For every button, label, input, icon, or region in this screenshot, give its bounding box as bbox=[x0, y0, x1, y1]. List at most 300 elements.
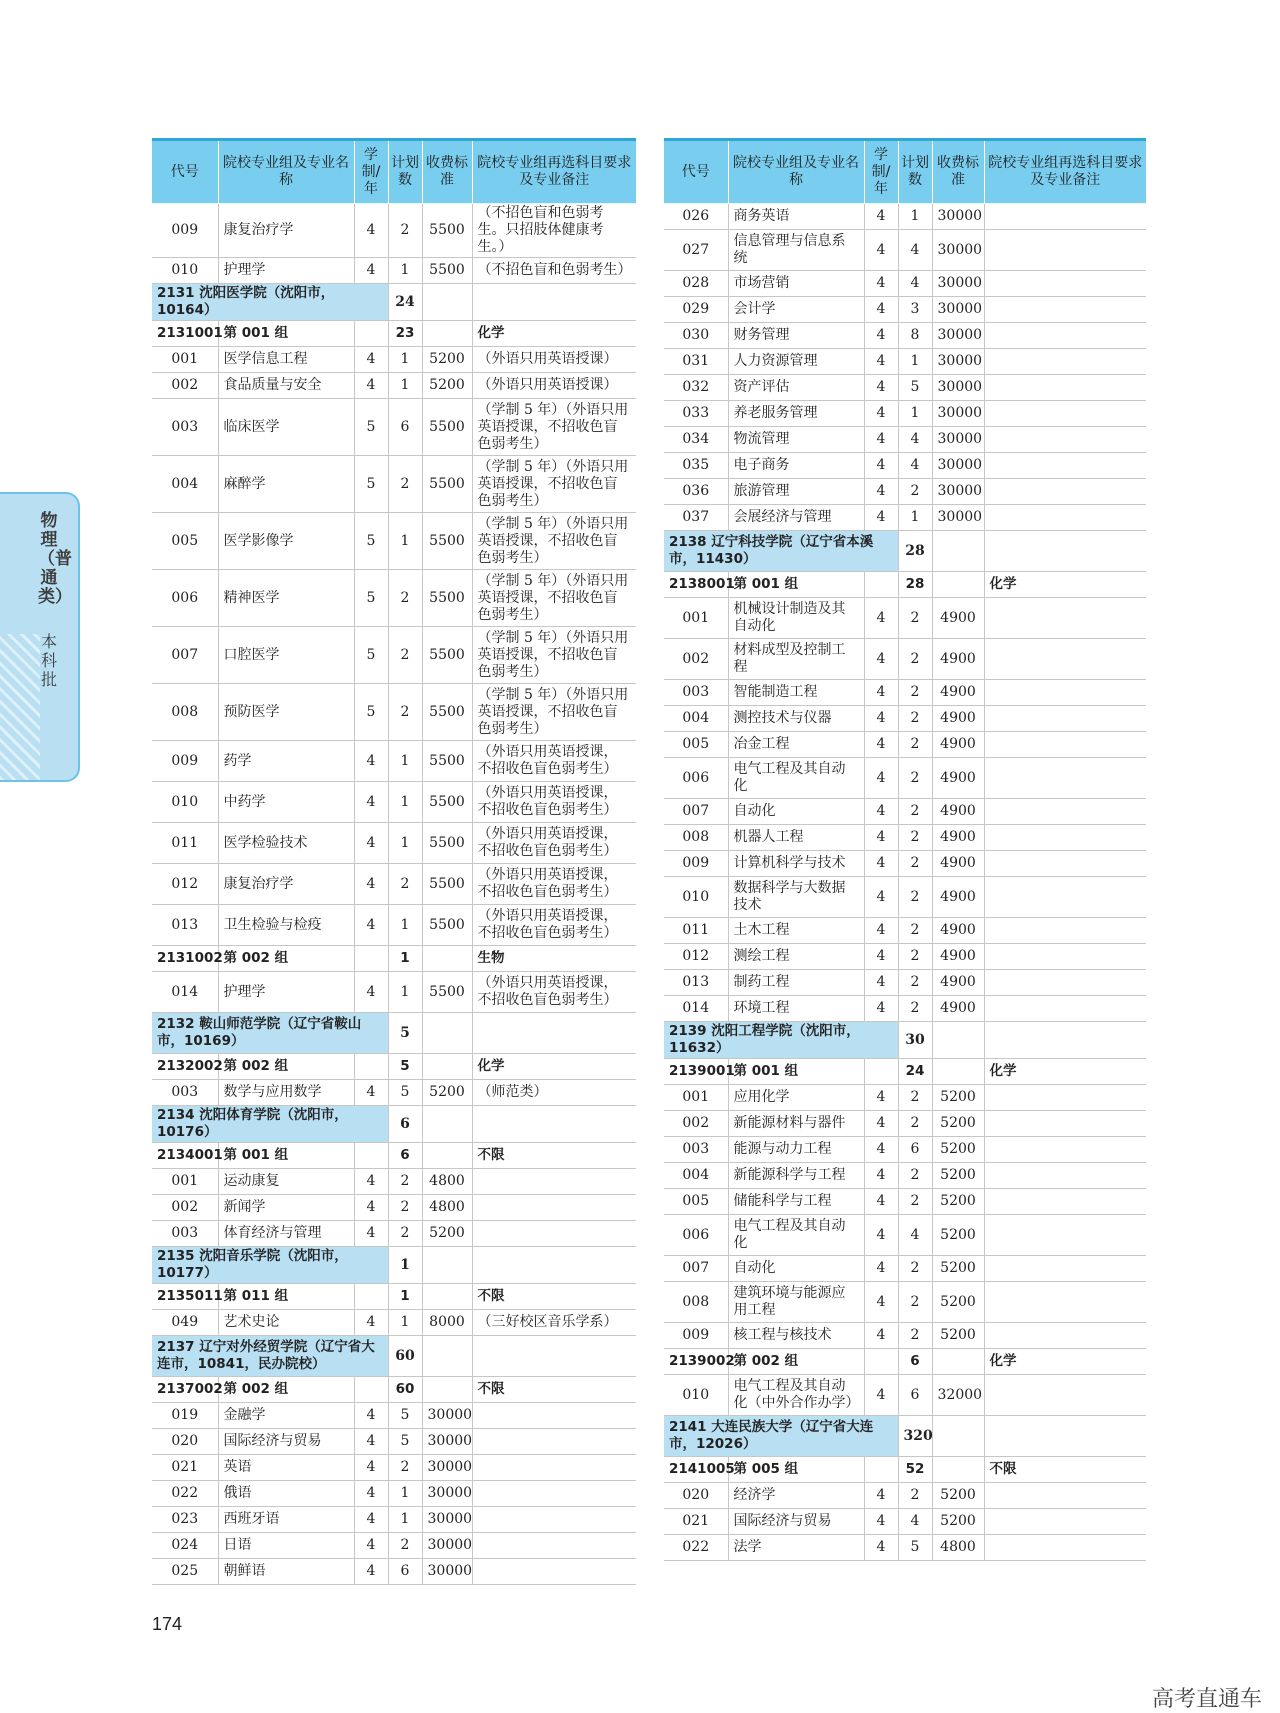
major-code: 008 bbox=[664, 1282, 728, 1323]
major-row bbox=[152, 1195, 636, 1221]
major-plan: 6 bbox=[388, 1559, 422, 1585]
major-plan: 2 bbox=[898, 1111, 932, 1137]
major-plan: 2 bbox=[898, 918, 932, 944]
major-plan: 5 bbox=[388, 1429, 422, 1455]
school-row bbox=[664, 531, 1146, 572]
major-row bbox=[152, 373, 636, 399]
major-notes: （学制 5 年）（外语只用英语授课，不招收色盲色弱考生） bbox=[472, 570, 636, 627]
major-years: 4 bbox=[864, 349, 898, 375]
major-notes bbox=[984, 297, 1146, 323]
major-fee: 5200 bbox=[932, 1509, 984, 1535]
school-row bbox=[152, 1013, 636, 1054]
group-subject-requirement: 不限 bbox=[472, 1284, 636, 1310]
major-notes bbox=[984, 479, 1146, 505]
major-plan: 2 bbox=[898, 1282, 932, 1323]
major-code: 009 bbox=[152, 204, 218, 258]
major-years: 4 bbox=[864, 877, 898, 918]
major-name: 食品质量与安全 bbox=[218, 373, 354, 399]
major-years: 4 bbox=[864, 758, 898, 799]
major-row bbox=[664, 851, 1146, 877]
major-years: 4 bbox=[864, 970, 898, 996]
major-name: 电子商务 bbox=[728, 453, 864, 479]
header-name: 院校专业组及专业名称 bbox=[218, 140, 354, 204]
major-row bbox=[664, 944, 1146, 970]
major-code: 007 bbox=[152, 627, 218, 684]
header-years: 学制/年 bbox=[354, 140, 388, 204]
major-row bbox=[664, 230, 1146, 271]
major-plan: 2 bbox=[898, 758, 932, 799]
major-code: 005 bbox=[664, 732, 728, 758]
major-row bbox=[152, 1221, 636, 1247]
group-row bbox=[152, 946, 636, 972]
major-row bbox=[152, 1403, 636, 1429]
empty-cell bbox=[932, 1416, 984, 1457]
major-notes bbox=[984, 825, 1146, 851]
major-notes bbox=[984, 639, 1146, 680]
major-code: 004 bbox=[664, 706, 728, 732]
school-name: 2135 沈阳音乐学院（沈阳市，10177） bbox=[152, 1247, 388, 1284]
group-plan: 6 bbox=[898, 1349, 932, 1375]
group-row bbox=[664, 1457, 1146, 1483]
major-row bbox=[152, 905, 636, 946]
major-plan: 2 bbox=[898, 680, 932, 706]
major-notes bbox=[984, 1375, 1146, 1416]
major-plan: 2 bbox=[388, 1533, 422, 1559]
group-code: 2132002 bbox=[152, 1054, 218, 1080]
major-notes bbox=[472, 1533, 636, 1559]
major-fee: 5500 bbox=[422, 456, 472, 513]
group-subject-requirement: 生物 bbox=[472, 946, 636, 972]
major-notes bbox=[472, 1455, 636, 1481]
major-code: 036 bbox=[664, 479, 728, 505]
major-name: 朝鲜语 bbox=[218, 1559, 354, 1585]
major-row bbox=[152, 1429, 636, 1455]
major-row bbox=[152, 456, 636, 513]
major-code: 012 bbox=[664, 944, 728, 970]
major-fee: 8000 bbox=[422, 1310, 472, 1336]
major-fee: 30000 bbox=[932, 323, 984, 349]
group-plan: 23 bbox=[388, 321, 422, 347]
major-fee: 5200 bbox=[932, 1189, 984, 1215]
group-subject-requirement: 化学 bbox=[984, 1349, 1146, 1375]
major-fee: 30000 bbox=[422, 1507, 472, 1533]
major-fee: 5500 bbox=[422, 684, 472, 741]
major-plan: 2 bbox=[898, 877, 932, 918]
major-row bbox=[152, 347, 636, 373]
group-code: 2139001 bbox=[664, 1059, 728, 1085]
major-code: 022 bbox=[152, 1481, 218, 1507]
group-name: 第 001 组 bbox=[728, 1059, 864, 1085]
major-name: 护理学 bbox=[218, 972, 354, 1013]
major-notes: （学制 5 年）（外语只用英语授课，不招收色盲色弱考生） bbox=[472, 513, 636, 570]
major-years: 4 bbox=[864, 453, 898, 479]
major-notes bbox=[984, 944, 1146, 970]
major-row bbox=[664, 1535, 1146, 1561]
group-name: 第 002 组 bbox=[218, 946, 354, 972]
major-years: 4 bbox=[354, 204, 388, 258]
major-fee: 4900 bbox=[932, 598, 984, 639]
group-code: 2131002 bbox=[152, 946, 218, 972]
major-fee: 30000 bbox=[932, 375, 984, 401]
major-plan: 2 bbox=[898, 479, 932, 505]
major-name: 药学 bbox=[218, 741, 354, 782]
major-row bbox=[152, 204, 636, 258]
major-row bbox=[664, 1256, 1146, 1282]
empty-cell bbox=[422, 1143, 472, 1169]
major-fee: 4800 bbox=[422, 1195, 472, 1221]
group-subject-requirement: 化学 bbox=[984, 572, 1146, 598]
group-row bbox=[664, 1349, 1146, 1375]
major-row bbox=[152, 258, 636, 284]
major-fee: 4900 bbox=[932, 732, 984, 758]
major-notes bbox=[984, 1111, 1146, 1137]
major-years: 4 bbox=[864, 505, 898, 531]
major-code: 006 bbox=[152, 570, 218, 627]
major-years: 4 bbox=[354, 1169, 388, 1195]
empty-cell bbox=[422, 284, 472, 321]
major-row bbox=[152, 1533, 636, 1559]
major-code: 003 bbox=[152, 1080, 218, 1106]
group-subject-requirement: 不限 bbox=[472, 1143, 636, 1169]
major-plan: 1 bbox=[388, 1310, 422, 1336]
group-row bbox=[152, 1054, 636, 1080]
major-fee: 5500 bbox=[422, 627, 472, 684]
major-code: 009 bbox=[664, 851, 728, 877]
major-name: 体育经济与管理 bbox=[218, 1221, 354, 1247]
major-row bbox=[664, 1483, 1146, 1509]
major-plan: 2 bbox=[898, 799, 932, 825]
major-name: 资产评估 bbox=[728, 375, 864, 401]
major-plan: 2 bbox=[898, 1085, 932, 1111]
major-name: 临床医学 bbox=[218, 399, 354, 456]
empty-cell bbox=[472, 1106, 636, 1143]
major-code: 002 bbox=[664, 639, 728, 680]
major-notes bbox=[472, 1507, 636, 1533]
header-notes: 院校专业组再选科目要求及专业备注 bbox=[984, 140, 1146, 204]
major-name: 应用化学 bbox=[728, 1085, 864, 1111]
major-fee: 30000 bbox=[422, 1481, 472, 1507]
major-fee: 30000 bbox=[932, 453, 984, 479]
empty-cell bbox=[422, 1106, 472, 1143]
major-code: 001 bbox=[152, 1169, 218, 1195]
major-name: 物流管理 bbox=[728, 427, 864, 453]
group-code: 2131001 bbox=[152, 321, 218, 347]
group-name: 第 002 组 bbox=[728, 1349, 864, 1375]
major-plan: 6 bbox=[898, 1137, 932, 1163]
major-fee: 5500 bbox=[422, 570, 472, 627]
major-fee: 5500 bbox=[422, 972, 472, 1013]
side-tab-category: 物理（普通类） bbox=[38, 511, 72, 607]
major-code: 014 bbox=[152, 972, 218, 1013]
major-name: 经济学 bbox=[728, 1483, 864, 1509]
major-years: 4 bbox=[864, 1282, 898, 1323]
major-notes: （学制 5 年）（外语只用英语授课，不招收色盲色弱考生） bbox=[472, 627, 636, 684]
empty-cell bbox=[472, 1247, 636, 1284]
major-name: 会计学 bbox=[728, 297, 864, 323]
major-row bbox=[152, 399, 636, 456]
empty-cell bbox=[422, 1284, 472, 1310]
major-row bbox=[664, 1137, 1146, 1163]
group-code: 2134001 bbox=[152, 1143, 218, 1169]
major-fee: 30000 bbox=[932, 271, 984, 297]
major-notes bbox=[984, 271, 1146, 297]
major-notes bbox=[984, 996, 1146, 1022]
major-years: 4 bbox=[354, 1455, 388, 1481]
group-name: 第 002 组 bbox=[218, 1377, 354, 1403]
major-code: 011 bbox=[664, 918, 728, 944]
major-row bbox=[152, 782, 636, 823]
school-row bbox=[664, 1022, 1146, 1059]
empty-cell bbox=[354, 321, 388, 347]
major-years: 5 bbox=[354, 570, 388, 627]
major-plan: 1 bbox=[388, 782, 422, 823]
major-row bbox=[664, 401, 1146, 427]
major-fee: 4900 bbox=[932, 825, 984, 851]
major-name: 国际经济与贸易 bbox=[728, 1509, 864, 1535]
header-fee: 收费标准 bbox=[932, 140, 984, 204]
major-fee: 30000 bbox=[932, 297, 984, 323]
major-code: 020 bbox=[664, 1483, 728, 1509]
major-name: 国际经济与贸易 bbox=[218, 1429, 354, 1455]
major-plan: 5 bbox=[388, 1403, 422, 1429]
empty-cell bbox=[984, 1416, 1146, 1457]
empty-cell bbox=[472, 1336, 636, 1377]
major-notes: （不招色盲和色弱考生。只招肢体健康考生。） bbox=[472, 204, 636, 258]
header-notes: 院校专业组再选科目要求及专业备注 bbox=[472, 140, 636, 204]
major-code: 010 bbox=[152, 782, 218, 823]
major-name: 市场营销 bbox=[728, 271, 864, 297]
group-name: 第 001 组 bbox=[728, 572, 864, 598]
header-code: 代号 bbox=[664, 140, 728, 204]
empty-cell bbox=[864, 1457, 898, 1483]
major-row bbox=[152, 1169, 636, 1195]
major-plan: 1 bbox=[388, 1481, 422, 1507]
major-years: 4 bbox=[864, 427, 898, 453]
major-code: 049 bbox=[152, 1310, 218, 1336]
major-name: 储能科学与工程 bbox=[728, 1189, 864, 1215]
major-name: 自动化 bbox=[728, 1256, 864, 1282]
major-name: 材料成型及控制工程 bbox=[728, 639, 864, 680]
major-code: 004 bbox=[152, 456, 218, 513]
major-plan: 5 bbox=[898, 375, 932, 401]
major-years: 4 bbox=[864, 944, 898, 970]
major-code: 023 bbox=[152, 1507, 218, 1533]
major-notes bbox=[984, 375, 1146, 401]
group-code: 2135011 bbox=[152, 1284, 218, 1310]
major-row bbox=[664, 732, 1146, 758]
empty-cell bbox=[984, 1022, 1146, 1059]
major-name: 西班牙语 bbox=[218, 1507, 354, 1533]
empty-cell bbox=[354, 1377, 388, 1403]
major-notes bbox=[984, 758, 1146, 799]
major-years: 5 bbox=[354, 684, 388, 741]
major-years: 4 bbox=[864, 1085, 898, 1111]
major-plan: 1 bbox=[898, 204, 932, 230]
group-row bbox=[152, 1143, 636, 1169]
group-subject-requirement: 不限 bbox=[472, 1377, 636, 1403]
major-years: 4 bbox=[864, 479, 898, 505]
group-subject-requirement: 不限 bbox=[984, 1457, 1146, 1483]
major-fee: 5200 bbox=[932, 1323, 984, 1349]
major-notes: （学制 5 年）（外语只用英语授课，不招收色盲色弱考生） bbox=[472, 399, 636, 456]
major-code: 026 bbox=[664, 204, 728, 230]
major-row bbox=[664, 1111, 1146, 1137]
header-name: 院校专业组及专业名称 bbox=[728, 140, 864, 204]
major-notes bbox=[984, 505, 1146, 531]
major-years: 4 bbox=[864, 680, 898, 706]
major-years: 4 bbox=[354, 1559, 388, 1585]
major-name: 冶金工程 bbox=[728, 732, 864, 758]
major-notes bbox=[984, 453, 1146, 479]
major-notes bbox=[472, 1403, 636, 1429]
major-fee: 5200 bbox=[932, 1256, 984, 1282]
major-code: 010 bbox=[152, 258, 218, 284]
major-code: 021 bbox=[152, 1455, 218, 1481]
major-code: 007 bbox=[664, 799, 728, 825]
major-name: 土木工程 bbox=[728, 918, 864, 944]
school-name: 2131 沈阳医学院（沈阳市，10164） bbox=[152, 284, 388, 321]
major-plan: 2 bbox=[388, 1455, 422, 1481]
major-plan: 2 bbox=[898, 639, 932, 680]
major-code: 025 bbox=[152, 1559, 218, 1585]
major-notes bbox=[984, 799, 1146, 825]
major-plan: 2 bbox=[898, 1256, 932, 1282]
major-code: 010 bbox=[664, 1375, 728, 1416]
major-code: 027 bbox=[664, 230, 728, 271]
major-years: 4 bbox=[864, 825, 898, 851]
group-code: 2139002 bbox=[664, 1349, 728, 1375]
group-plan: 1 bbox=[388, 1284, 422, 1310]
major-fee: 4900 bbox=[932, 996, 984, 1022]
major-plan: 5 bbox=[388, 1080, 422, 1106]
major-years: 4 bbox=[864, 1215, 898, 1256]
group-row bbox=[664, 1059, 1146, 1085]
major-name: 测控技术与仪器 bbox=[728, 706, 864, 732]
major-code: 013 bbox=[664, 970, 728, 996]
major-row bbox=[664, 639, 1146, 680]
major-row bbox=[152, 1310, 636, 1336]
school-plan: 60 bbox=[388, 1336, 422, 1377]
school-plan: 5 bbox=[388, 1013, 422, 1054]
major-plan: 2 bbox=[388, 570, 422, 627]
major-row bbox=[664, 970, 1146, 996]
major-years: 4 bbox=[864, 375, 898, 401]
group-code: 2138001 bbox=[664, 572, 728, 598]
watermark: 高考直通车 bbox=[1151, 1687, 1262, 1712]
major-row bbox=[152, 627, 636, 684]
major-row bbox=[664, 453, 1146, 479]
school-plan: 30 bbox=[898, 1022, 932, 1059]
major-code: 009 bbox=[664, 1323, 728, 1349]
major-fee: 5200 bbox=[932, 1111, 984, 1137]
major-name: 机器人工程 bbox=[728, 825, 864, 851]
major-row bbox=[664, 825, 1146, 851]
major-name: 医学信息工程 bbox=[218, 347, 354, 373]
major-years: 4 bbox=[864, 1256, 898, 1282]
major-years: 4 bbox=[354, 1533, 388, 1559]
major-years: 4 bbox=[864, 1375, 898, 1416]
major-years: 4 bbox=[864, 230, 898, 271]
major-plan: 1 bbox=[388, 513, 422, 570]
empty-cell bbox=[864, 1349, 898, 1375]
major-notes: （外语只用英语授课，不招收色盲色弱考生） bbox=[472, 741, 636, 782]
major-years: 4 bbox=[864, 732, 898, 758]
major-notes bbox=[984, 1282, 1146, 1323]
major-notes bbox=[984, 401, 1146, 427]
major-code: 010 bbox=[664, 877, 728, 918]
major-fee: 30000 bbox=[422, 1403, 472, 1429]
major-notes bbox=[984, 732, 1146, 758]
major-years: 4 bbox=[864, 271, 898, 297]
school-plan: 320 bbox=[898, 1416, 932, 1457]
empty-cell bbox=[354, 1143, 388, 1169]
empty-cell bbox=[932, 1022, 984, 1059]
major-years: 4 bbox=[354, 864, 388, 905]
major-years: 4 bbox=[354, 1481, 388, 1507]
major-name: 预防医学 bbox=[218, 684, 354, 741]
group-name: 第 001 组 bbox=[218, 321, 354, 347]
major-code: 028 bbox=[664, 271, 728, 297]
major-name: 卫生检验与检疫 bbox=[218, 905, 354, 946]
group-plan: 6 bbox=[388, 1143, 422, 1169]
major-row bbox=[152, 570, 636, 627]
major-row bbox=[664, 1163, 1146, 1189]
major-fee: 4900 bbox=[932, 851, 984, 877]
major-code: 020 bbox=[152, 1429, 218, 1455]
major-fee: 5200 bbox=[422, 1080, 472, 1106]
empty-cell bbox=[422, 321, 472, 347]
major-fee: 4900 bbox=[932, 918, 984, 944]
major-notes bbox=[984, 1323, 1146, 1349]
side-category-tab bbox=[0, 492, 80, 782]
major-notes bbox=[984, 851, 1146, 877]
major-plan: 2 bbox=[898, 706, 932, 732]
major-code: 001 bbox=[152, 347, 218, 373]
major-name: 艺术史论 bbox=[218, 1310, 354, 1336]
group-name: 第 002 组 bbox=[218, 1054, 354, 1080]
major-row bbox=[664, 349, 1146, 375]
major-plan: 2 bbox=[388, 1195, 422, 1221]
major-plan: 2 bbox=[388, 864, 422, 905]
major-years: 4 bbox=[864, 918, 898, 944]
major-years: 4 bbox=[354, 347, 388, 373]
major-name: 核工程与核技术 bbox=[728, 1323, 864, 1349]
major-notes bbox=[984, 427, 1146, 453]
major-fee: 5200 bbox=[932, 1215, 984, 1256]
major-code: 024 bbox=[152, 1533, 218, 1559]
major-row bbox=[664, 204, 1146, 230]
group-subject-requirement: 化学 bbox=[472, 321, 636, 347]
major-name: 电气工程及其自动化 bbox=[728, 758, 864, 799]
major-fee: 5500 bbox=[422, 782, 472, 823]
empty-cell bbox=[422, 1377, 472, 1403]
major-code: 001 bbox=[664, 1085, 728, 1111]
major-plan: 1 bbox=[388, 905, 422, 946]
major-notes bbox=[472, 1429, 636, 1455]
major-plan: 2 bbox=[898, 1323, 932, 1349]
major-row bbox=[664, 1085, 1146, 1111]
major-plan: 1 bbox=[388, 972, 422, 1013]
major-notes: （外语只用英语授课，不招收色盲色弱考生） bbox=[472, 905, 636, 946]
group-name: 第 005 组 bbox=[728, 1457, 864, 1483]
major-plan: 5 bbox=[898, 1535, 932, 1561]
major-row bbox=[664, 271, 1146, 297]
school-row bbox=[152, 1106, 636, 1143]
major-notes bbox=[984, 680, 1146, 706]
major-code: 002 bbox=[152, 1195, 218, 1221]
major-fee: 5200 bbox=[932, 1085, 984, 1111]
major-years: 4 bbox=[864, 851, 898, 877]
